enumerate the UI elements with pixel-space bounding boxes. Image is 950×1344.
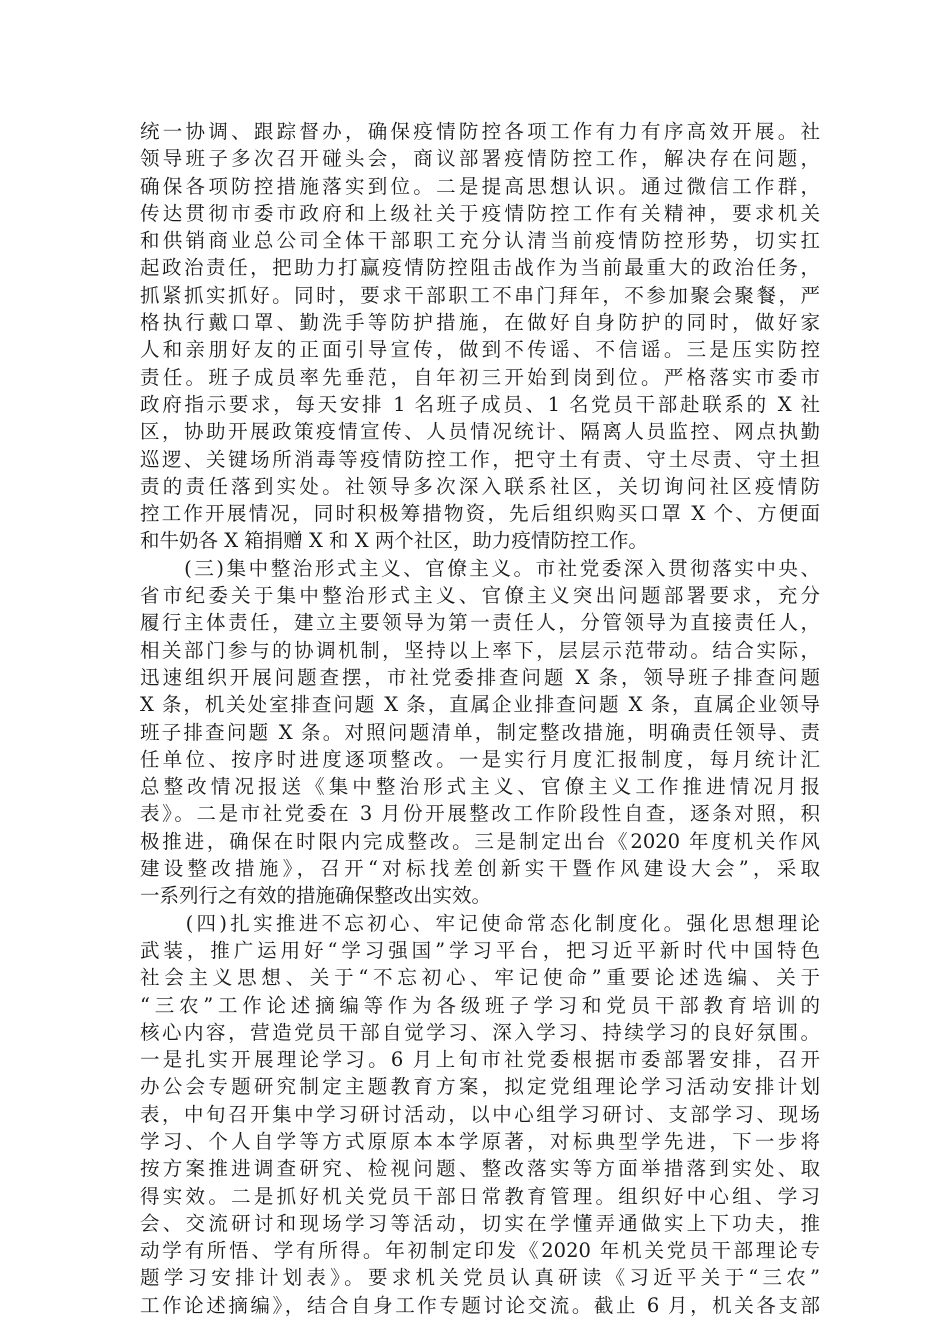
text-line: 相关部门参与的协调机制，坚持以上率下，层层示范带动。结合实际， bbox=[140, 638, 820, 662]
text-line: 极推进，确保在时限内完成整改。三是制定出台《2020 年度机关作风 bbox=[140, 829, 820, 853]
text-line: 任单位、按序时进度逐项整改。一是实行月度汇报制度，每月统计汇 bbox=[140, 747, 820, 771]
text-line: 抓紧抓实抓好。同时，要求干部职工不串门拜年，不参加聚会聚餐，严 bbox=[140, 283, 820, 307]
section-heading-line: (三)集中整治形式主义、官僚主义。市社党委深入贯彻落实中央、 bbox=[140, 556, 820, 580]
text-line: 区，协助开展政策疫情宣传、人员情况统计、隔离人员监控、网点执勤 bbox=[140, 420, 820, 444]
text-line: 班子排查问题 X 条。对照问题清单，制定整改措施，明确责任领导、责 bbox=[140, 720, 820, 744]
text-line: 表》。二是市社党委在 3 月份开展整改工作阶段性自查，逐条对照，积 bbox=[140, 802, 820, 826]
document-body bbox=[140, 118, 820, 1319]
text-line: 按方案推进调查研究、检视问题、整改落实等方面举措落到实处、取 bbox=[140, 1157, 820, 1181]
text-line: 巡逻、关键场所消毒等疫情防控工作，把守土有责、守土尽责、守土担 bbox=[140, 447, 820, 471]
text-line: 表，中旬召开集中学习研讨活动，以中心组学习研讨、支部学习、现场 bbox=[140, 1102, 820, 1126]
text-line: 责任。班子成员率先垂范，自年初三开始到岗到位。严格落实市委市 bbox=[140, 365, 820, 389]
text-line: 统一协调、跟踪督办，确保疫情防控各项工作有力有序高效开展。社 bbox=[140, 120, 820, 143]
text-line: 办公会专题研究制定主题教育方案，拟定党组理论学习活动安排计划 bbox=[140, 1075, 820, 1099]
text-line: 工作论述摘编》，结合自身工作专题讨论交流。截止 6 月，机关各支部 bbox=[140, 1293, 820, 1317]
text-line: 传达贯彻市委市政府和上级社关于疫情防控工作有关精神，要求机关 bbox=[140, 201, 820, 225]
text-line: 建设整改措施》，召开“对标找差创新实干暨作风建设大会”，采取 bbox=[140, 857, 820, 881]
text-line: 格执行戴口罩、勤洗手等防护措施，在做好自身防护的同时，做好家 bbox=[140, 311, 820, 335]
text-line: 迅速组织开展问题查摆，市社党委排查问题 X 条，领导班子排查问题 bbox=[140, 665, 820, 689]
text-line: 总整改情况报送《集中整治形式主义、官僚主义工作推进情况月报 bbox=[140, 775, 820, 799]
text-line: 履行主体责任，建立主要领导为第一责任人，分管领导为直接责任人， bbox=[140, 611, 820, 635]
text-line: 人和亲朋好友的正面引导宣传，做到不传谣、不信谣。三是压实防控 bbox=[140, 338, 820, 362]
text-line: 和牛奶各 X 箱捐赠 X 和 X 两个社区，助力疫情防控工作。 bbox=[140, 529, 648, 553]
text-line: 起政治责任，把助力打赢疫情防控阻击战作为当前最重大的政治任务， bbox=[140, 256, 820, 280]
text-line: 领导班子多次召开碰头会，商议部署疫情防控工作，解决存在问题， bbox=[140, 147, 820, 171]
text-line: 和供销商业总公司全体干部职工充分认清当前疫情防控形势，切实扛 bbox=[140, 229, 820, 253]
text-line: 武装，推广运用好“学习强国”学习平台，把习近平新时代中国特色 bbox=[140, 938, 820, 962]
text-line: 核心内容，营造党员干部自觉学习、深入学习、持续学习的良好氛围。 bbox=[140, 1020, 820, 1044]
text-line: X 条，机关处室排查问题 X 条，直属企业排查问题 X 条，直属企业领导 bbox=[140, 693, 820, 717]
text-line: “三农”工作论述摘编等作为各级班子学习和党员干部教育培训的 bbox=[140, 993, 820, 1017]
text-line: 责的责任落到实处。社领导多次深入联系社区，关切询问社区疫情防 bbox=[140, 474, 820, 498]
text-line: 学习、个人自学等方式原原本本学原著，对标典型学先进，下一步将 bbox=[140, 1129, 820, 1153]
text-line: 控工作开展情况，同时积极筹措物资，先后组织购买口罩 X 个、方便面 bbox=[140, 502, 820, 526]
text-line: 一是扎实开展理论学习。6 月上旬市社党委根据市委部署安排，召开 bbox=[140, 1048, 820, 1072]
text-line: 确保各项防控措施落实到位。二是提高思想认识。通过微信工作群， bbox=[140, 174, 820, 198]
text-line: 会、交流研讨和现场学习等活动，切实在学懂弄通做实上下功夫，推 bbox=[140, 1211, 820, 1235]
text-line: 动学有所悟、学有所得。年初制定印发《2020 年机关党员干部理论专 bbox=[140, 1239, 820, 1263]
text-line: 省市纪委关于集中整治形式主义、官僚主义突出问题部署要求，充分 bbox=[140, 584, 820, 608]
text-line: 社会主义思想、关于“不忘初心、牢记使命”重要论述选编、关于 bbox=[140, 966, 820, 990]
text-line: 一系列行之有效的措施确保整改出实效。 bbox=[140, 884, 492, 908]
text-line: 政府指示要求，每天安排 1 名班子成员、1 名党员干部赴联系的 X 社 bbox=[140, 392, 820, 416]
section-heading-line: (四)扎实推进不忘初心、牢记使命常态化制度化。强化思想理论 bbox=[140, 911, 820, 935]
text-line: 题学习安排计划表》。要求机关党员认真研读《习近平关于“三农” bbox=[140, 1266, 820, 1290]
text-line: 得实效。二是抓好机关党员干部日常教育管理。组织好中心组、学习 bbox=[140, 1184, 820, 1208]
